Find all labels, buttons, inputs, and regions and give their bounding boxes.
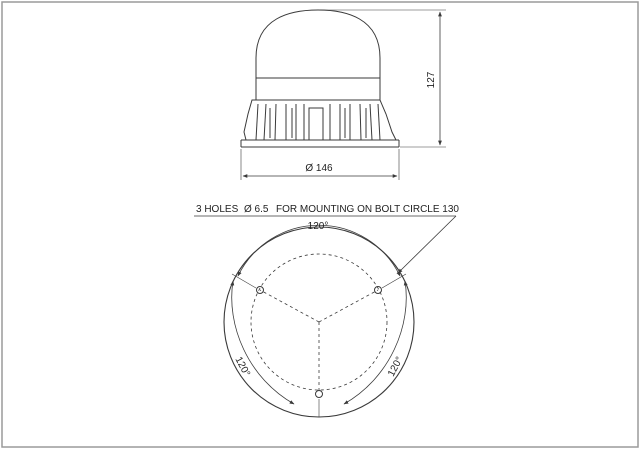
angle-label-left: 120° xyxy=(232,355,252,379)
hole-diameter-label: Ø 6.5 xyxy=(244,204,269,215)
angle-label-right: 120° xyxy=(386,355,406,379)
angle-arc-right xyxy=(344,281,406,404)
angle-arc-left xyxy=(232,281,294,404)
mounting-note-text: FOR MOUNTING ON BOLT CIRCLE 130 xyxy=(276,204,459,215)
holes-count-label: 3 HOLES xyxy=(196,204,239,215)
dome-outline xyxy=(256,10,380,78)
height-label: 127 xyxy=(426,71,437,89)
radial-lines xyxy=(260,290,378,394)
side-view xyxy=(241,10,446,180)
dome-band xyxy=(256,78,380,100)
mounting-hole-bottom xyxy=(316,391,323,398)
diameter-label: Ø 146 xyxy=(305,163,333,174)
cable-slot xyxy=(309,108,323,140)
bottom-view xyxy=(224,225,414,417)
base-outline xyxy=(244,100,396,140)
angle-label-top: 120° xyxy=(307,221,329,232)
base-fins xyxy=(256,104,380,140)
angle-arc-top xyxy=(238,225,400,276)
